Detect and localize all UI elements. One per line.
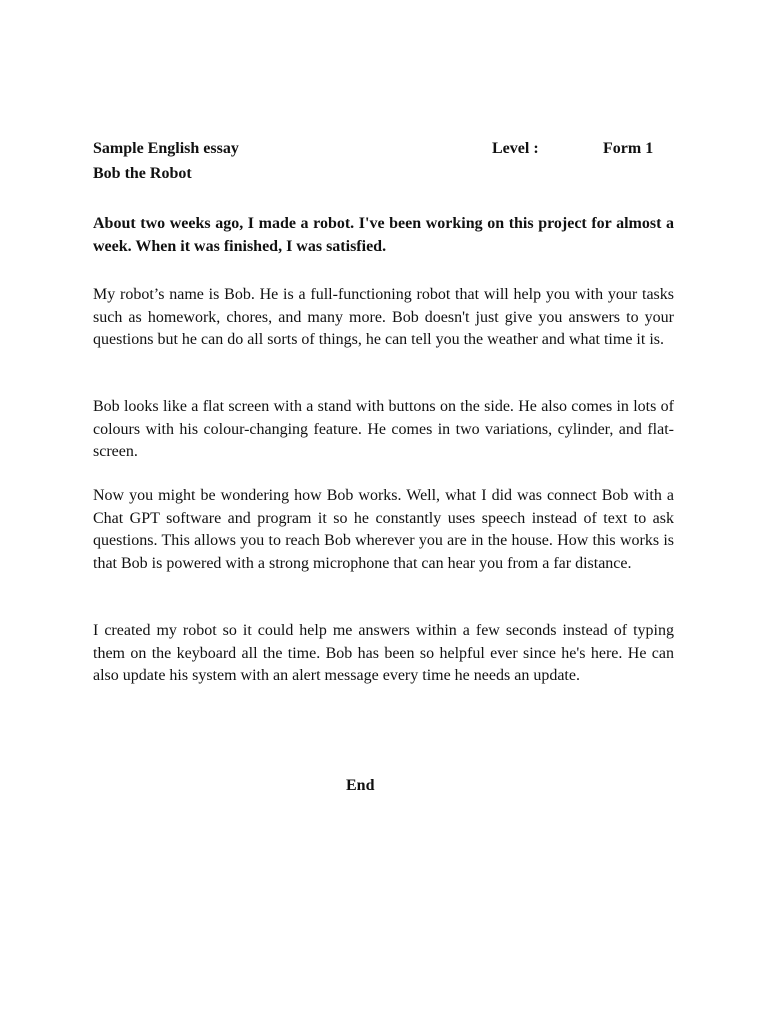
intro-paragraph: About two weeks ago, I made a robot. I've been working on this project for almost a week. When it was finished, I was satisfied. xyxy=(93,215,674,255)
paragraph-how-it-works: Now you might be wondering how Bob works. Well, what I did was connect Bob with a Chat GPT software and program it so he constantly uses speech instead of text to ask questions. This allows you to reach Bob wherever you are in the house. How this works is that Bob is powered with a strong microphone that can hear you from a far distance. xyxy=(93,487,674,572)
document-header xyxy=(93,138,683,160)
level-value: Form 1 xyxy=(603,140,654,157)
header-title: Sample English essay xyxy=(93,140,239,157)
essay-title: Bob the Robot xyxy=(93,165,192,182)
paragraph-appearance: Bob looks like a flat screen with a stand with buttons on the side. He also comes in lots of colours with his colour-changing feature. He comes in two variations, cylinder, and flat-screen. xyxy=(93,398,674,460)
end-label: End xyxy=(346,777,375,794)
paragraph-conclusion: I created my robot so it could help me answers within a few seconds instead of typing them on the keyboard all the time. Bob has been so helpful ever since he's here. He can also update his system with an alert message every time he needs an update. xyxy=(93,622,674,684)
level-label: Level : xyxy=(492,140,539,157)
paragraph-robot-name: My robot’s name is Bob. He is a full-functioning robot that will help you with your tasks such as homework, chores, and many more. Bob doesn't just give you answers to your questions but he can do all sorts of things, he can tell you the weather and what time it is. xyxy=(93,286,674,348)
